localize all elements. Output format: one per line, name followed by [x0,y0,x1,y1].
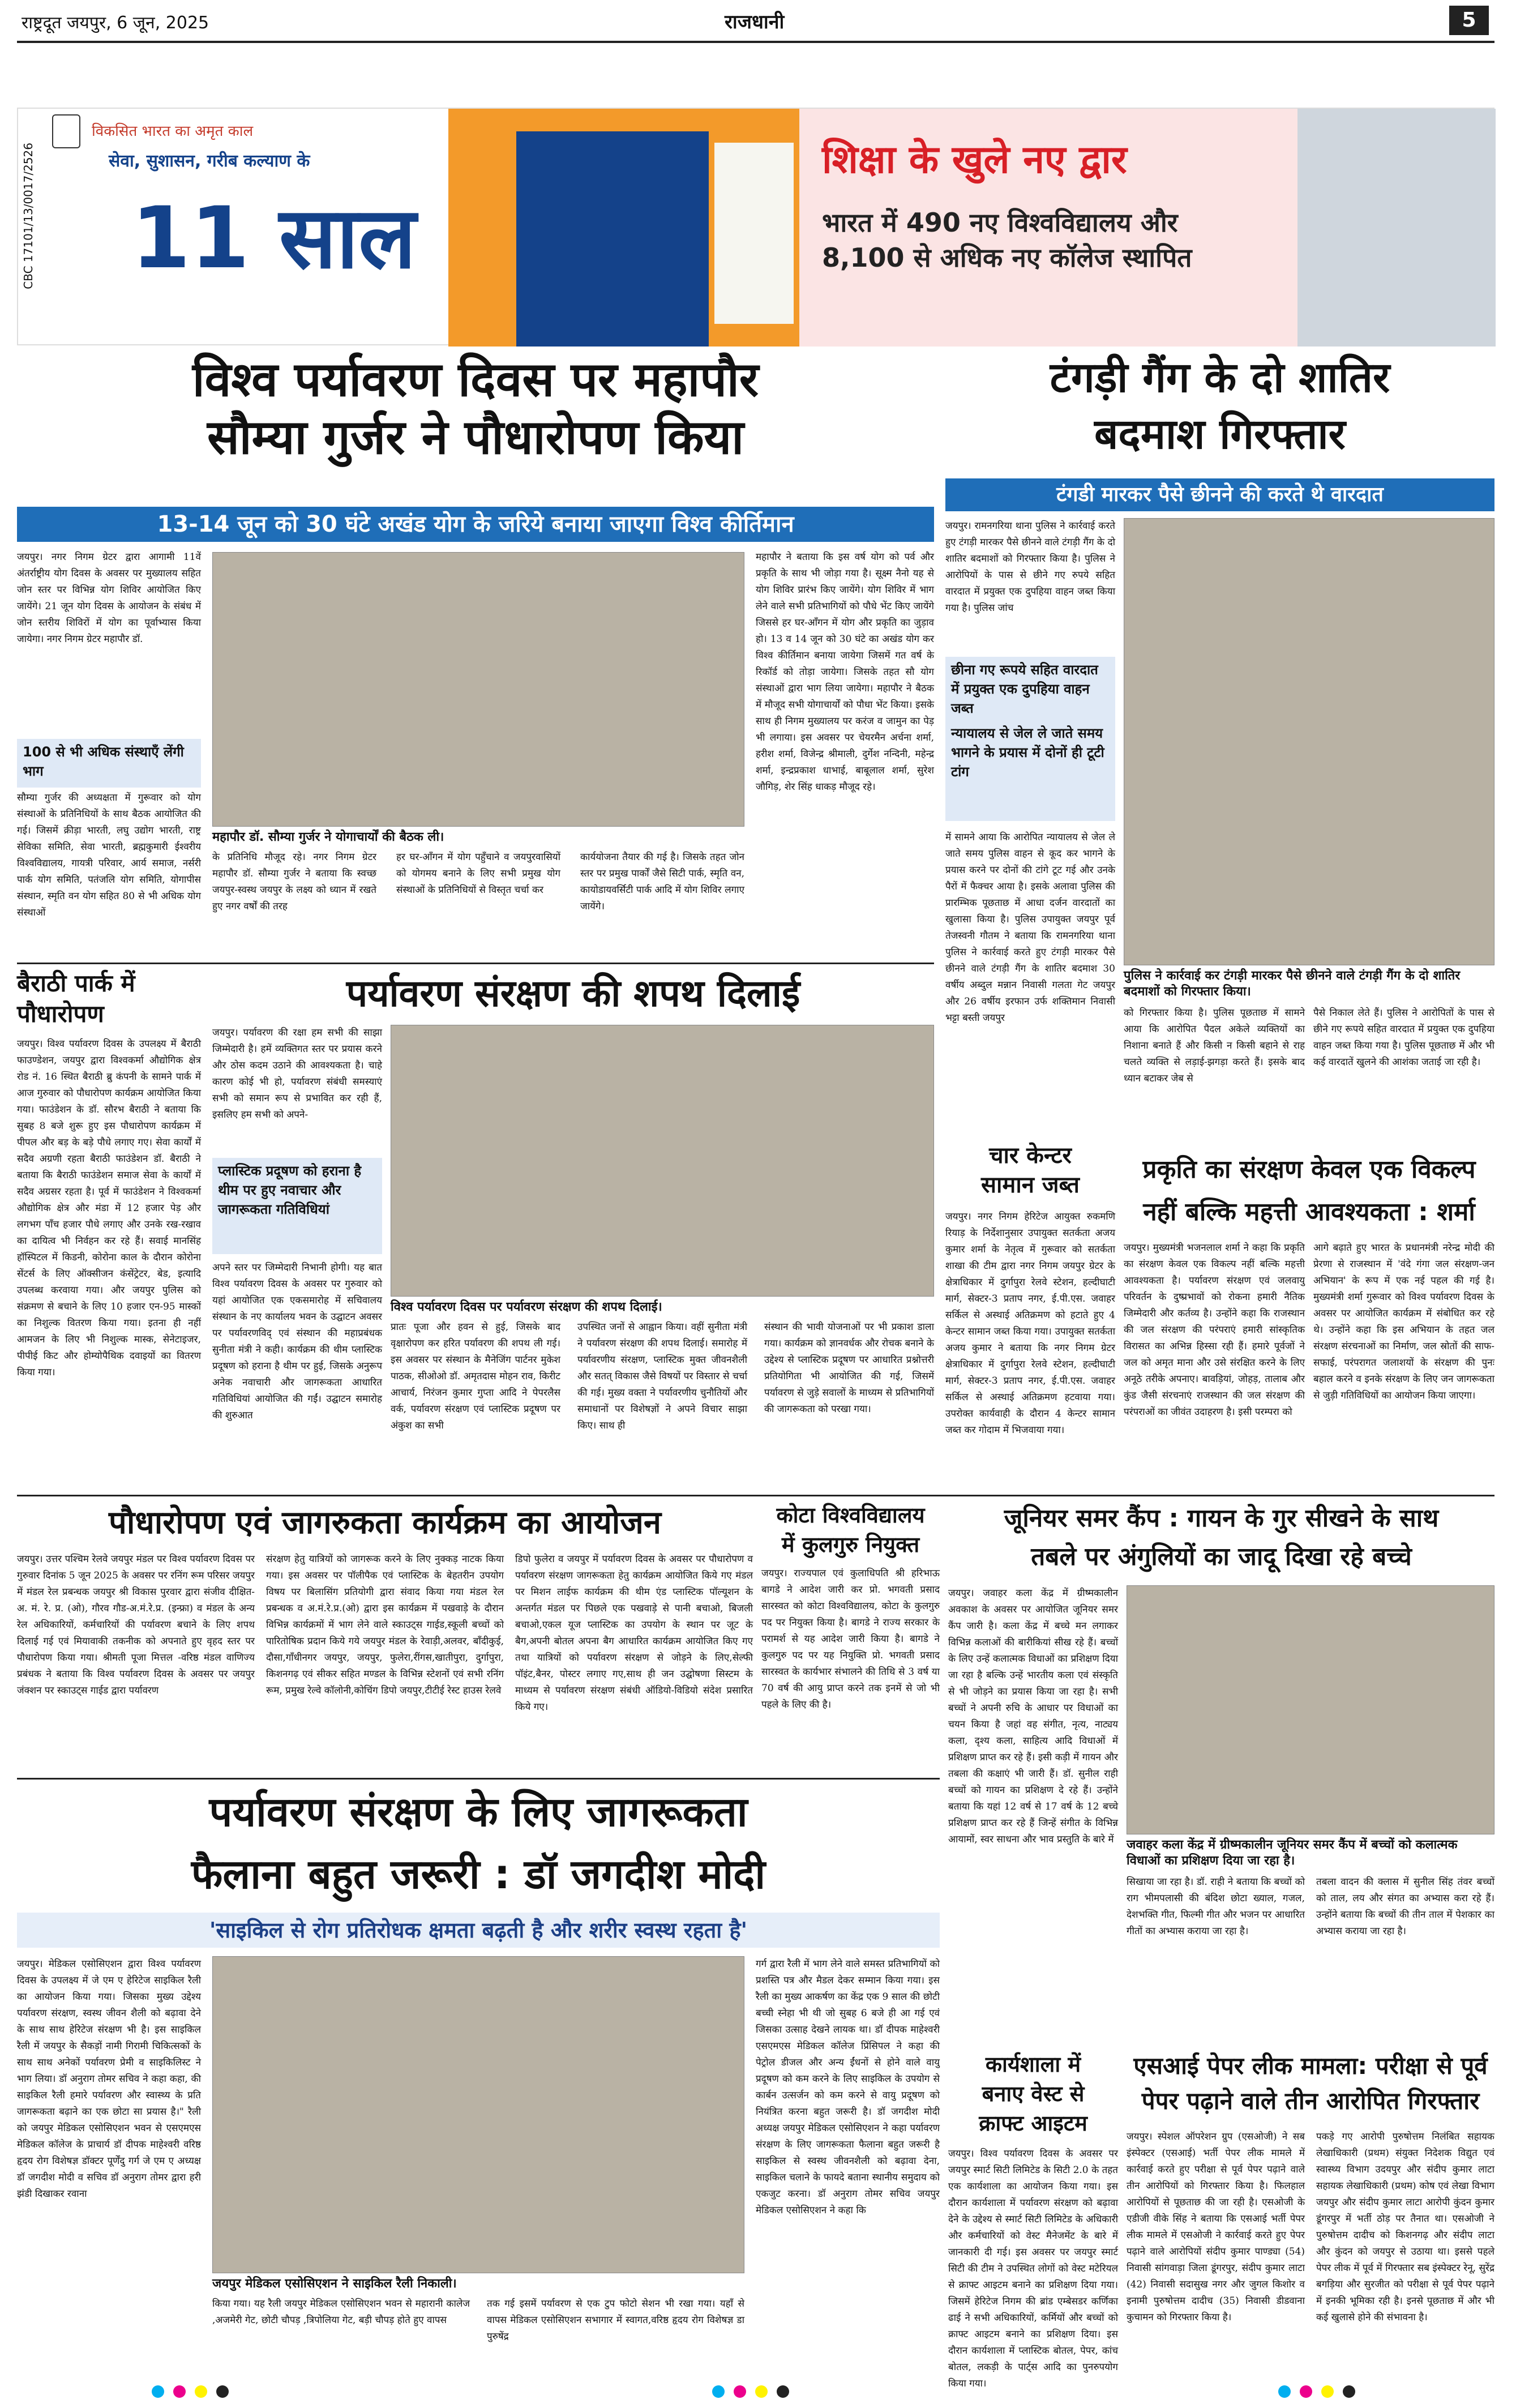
article-2-photo [1124,518,1494,965]
ad-portrait-photo [1297,109,1496,347]
article-1-headline-line-1: विश्व पर्यावरण दिवस पर महापौर [192,352,759,407]
article-6-col-1: जयपुर। मुख्यमंत्री भजनलाल शर्मा ने कहा कि प्रकृति का संरक्षण केवल एक विकल्प नहीं बल्कि महत्ती आवश्यकता है। पर्यावरण संरक्षण एवं जलवायु परिवर्तन के दुष्प्रभावों को रोकना हमारी नैतिक जिम्मेदारी और कर्तव्य है। उन्होंने कहा कि राजस्थान की जल संरक्षण की परंपराएं हमारी सांस्कृतिक विरासत का अभिन्न हिस्सा रही हैं। हमारे पूर्वजों ने जल को अमृत माना और उसे संरक्षित करने के लिए अनूठे तरीके अपनाए। बावड़ियां, जोहड़, तालाब और कुंड जैसी संरचनाएं राजस्थान की जल संरक्षण की परंपराओं का जीवंत उदाहरण है। इसी परम्परा को [1124,1242,1305,1418]
article-1-col-3: हर घर-आँगन में योग पहुँचाने व जयपुरवासियों को योगमय बनाने के लिए सभी प्रमुख योग संस्थाओं के प्रतिनिधियों से विस्तृत चर्चा कर [396,852,560,896]
ad-line-1: भारत में 490 नए विश्वविद्यालय और [822,207,1178,238]
article-3-headline-line-1: बैराठी पार्क में [17,969,135,997]
article-4-photo [391,1025,934,1297]
article-1-col-1: जयपुर। नगर निगम ग्रेटर द्वारा आगामी 11वें अंतर्राष्ट्रीय योग दिवस के अवसर पर मुख्यालय सहित जोन स्तर पर विभिन्न योग शिविर आयोजित किए जायेंगे। 21 जून योग दिवस के आयोजन के संबंध में जोन स्तरीय शिविरों में योग का पूर्वाभ्यास किया जायेगा। नगर निगम ग्रेटर महापौर डॉ. [17,551,201,645]
divider [17,1778,940,1780]
article-3-headline-line-2: पौधारोपण [17,1000,104,1028]
article-2-col-2: को गिरफ्तार किया है। पुलिस पूछताछ में सामने आया कि आरोपित पैदल अकेले व्यक्तियों का निशाना बनाते हैं और किसी न किसी बहाने से राह चलते व्यक्ति से लड़ाई-झगड़ा करते हैं। इसके बाद ध्यान बटाकर जेब से [1124,1007,1305,1084]
article-11-headline-line-3: क्राफ्ट आइटम [979,2111,1087,2136]
article-1-caption: महापौर डॉ. सौम्या गुर्जर ने योगाचार्यों की बैठक ली। [212,830,444,844]
article-1-highlight: 100 से भी अधिक संस्थाएँ लेंगी भाग [17,739,201,788]
article-10-under-1: किया गया। यह रैली जयपुर मेडिकल एसोसिएशन भवन से महारानी कालेज ,अजमेरी गेट, छोटी चौपड़ ,त्रिपोलिया गेट, बड़ी चौपड़ होते हुए वापस [212,2298,470,2326]
article-9-col-3: तबला वादन की क्लास में सुनील सिंह तंवर बच्चों को ताल, लय और संगत का अभ्यास करा रहे हैं। उन्होंने बताया कि बच्चों की तीन ताल में पेशकार का अभ्यास कराया जा रहा है। [1316,1876,1494,1937]
article-12-headline-line-1: एसआई पेपर लीक मामला: परीक्षा से पूर्व [1133,2052,1488,2080]
ad-text-panel [799,109,1297,347]
emblem-icon [52,114,80,148]
article-7-headline: पौधारोपण एवं जागरुकता कार्यक्रम का आयोजन [109,1504,661,1541]
article-2-headline-line-2: बदमाश गिरफ्तार [1094,410,1346,459]
article-11-headline-line-2: बनाए वेस्ट से [982,2081,1085,2106]
article-4-caption: विश्व पर्यावरण दिवस पर पर्यावरण संरक्षण की शपथ दिलाई। [391,1300,662,1314]
article-4-col-3: उपस्थित जनों से आह्वान किया। वहीं सुनीता मंत्री ने पर्यावरण संरक्षण की शपथ दिलाई। समारोह में पर्यावरणीय संरक्षण, प्लास्टिक मुक्त जीवनशैली और सतत् विकास जैसे विषयों पर विस्तार से चर्चा की गई। मुख्य वक्ता ने पर्यावरणीय चुनौतियों और समाधानों पर विशेषज्ञों ने अपने विचार साझा किए। साथ ही [577,1321,747,1431]
registration-marks-right [1274,2385,1360,2402]
article-1-subheadline: 13-14 जून को 30 घंटे अखंड योग के जरिये बनाया जाएगा विश्व कीर्तिमान [17,507,934,542]
article-9-headline-line-2: तबले पर अंगुलियों का जादू दिखा रहे बच्चे [1031,1542,1412,1571]
article-6-headline-line-1: प्रकृति का संरक्षण केवल एक विकल्प [1142,1155,1476,1184]
article-10-under-2: तक गई इसमें पर्यावरण से एक टुप फोटो सेशन भी रखा गया। यहाँ से वापस मेडिकल एसोसिएशन सभागार में स्वागत,वरिष्ठ हृदय रोग विशेषज्ञ डा पुरुषेंद्र [487,2298,744,2342]
article-9-photo [1127,1585,1494,1834]
article-5-body: जयपुर। नगर निगम हेरिटेज आयुक्त रुकमणि रियाड़ के निर्देशानुसार उपायुक्त सतर्कता अजय कुमार शर्मा के नेतृत्व में गुरूवार को सतर्कता शाखा की टीम द्वारा नगर निगम जयपुर ग्रेटर के क्षेत्राधिकार में दुर्गापुरा रेलवे स्टेशन, हल्दीघाटी मार्ग, सेक्टर-3 प्रताप नगर, ई.पी.एस. जवाहर सर्किल से अस्थाई अतिक्रमण को हटाते हुए 4 केन्टर सामान जब्त किया गया। उपायुक्त सतर्कता अजय कुमार ने बताया कि नगर निगम ग्रेटर क्षेत्राधिकार में दुर्गापुरा रेलवे स्टेशन, हल्दीघाटी मार्ग, सेक्टर-3 प्रताप नगर, ई.पी.एस. जवाहर सर्किल से अस्थाई अतिक्रमण हटवाया गया। उपरोक्त कार्यवाही के दौरान 4 केन्टर सामान जब्त कर गोदाम में भिजवाया गया। [945,1211,1115,1436]
divider [17,1495,1494,1496]
article-2-highlights [945,657,1115,821]
article-4-col-2: प्रातः पूजा और हवन से हुई, जिसके बाद वृक्षारोपण कर हरित पर्यावरण की शपथ ली गई। इस अवसर पर संस्थान के मैनेजिंग पार्टनर मुकेश पाठक, सीओओ डॉ. अमृतदास मोहन राव, किरीट आचार्य, निरंजन कुमार गुप्ता आदि ने पेपरलैस वर्क, पर्यावरण संरक्षण एवं प्लास्टिक प्रदूषण पर अंकुश का सभी [391,1321,560,1431]
page-number: 5 [1449,6,1489,35]
article-9-headline-line-1: जूनियर समर कैंप : गायन के गुर सीखने के साथ [1004,1504,1439,1533]
registration-marks-left [147,2385,233,2402]
article-10-photo [212,1956,744,2273]
article-6-col-2: आगे बढ़ाते हुए भारत के प्रधानमंत्री नरेन्द्र मोदी की प्रेरणा से राजस्थान में 'वंदे गंगा जल संरक्षण-जन अभियान' के रूप में एक नई पहल की गई है। मुख्यमंत्री शर्मा गुरूवार को विश्व पर्यावरण दिवस के अवसर पर आयोजित कार्यक्रम में संबोधित कर रहे थे। उन्होंने कहा कि इस अभियान के तहत जल संरक्षण संरचनाओं का निर्माण, जल स्रोतों की साफ-सफाई, परंपरागत जलाशयों के संरक्षण की पुनः बहाल करने व इनके संरक्षण के लिए जन जागरूकता से जुड़ी गतिविधियों का आयोजन किया जाएगा। [1313,1242,1494,1401]
registration-marks-center [708,2385,794,2402]
book-cover [516,131,709,347]
article-7-col-1: जयपुर। उत्तर पश्चिम रेलवे जयपुर मंडल पर विश्व पर्यावरण दिवस पर गुरुवार दिनांक 5 जून 2025 के अवसर पर रनिंग रूम परिसर जयपुर में मंडल रेल प्रबन्धक जयपुर श्री विकास पुरवार द्वारा संजीव दीक्षित-अ. मं. रे. प्र. (ओ), गौरव गौड-अ.मं.रे.प्र. (इन्फ्रा) व मंडल के अन्य रेल अधिकारियों, कर्मचारियों की पर्यावरण बचाने के लिए शपथ दिलाई गई एवं मियावाकी तकनीक को अपनाते हुए वृहद स्तर पर पौधारोपण किया गया। श्रीमती पूजा मित्तल -वरिष्ठ मंडल वाणिज्य प्रबंधक ने बताया कि विश्व पर्यावरण दिवस के अवसर पर जयपुर जंक्शन पर स्काउट्स गाईड द्वारा पर्यावरण [17,1554,255,1696]
highlight-1: छीना गए रूपये सहित वारदात में प्रयुक्त एक दुपहिया वाहन जब्त [951,662,1098,716]
article-4-col-4: संस्थान की भावी योजनाओं पर भी प्रकाश डाला गया। कार्यक्रम को ज्ञानवर्धक और रोचक बनाने के उद्देश्य से प्लास्टिक प्रदूषण पर आधारित प्रश्नोत्तरी प्रतियोगिता भी आयोजित की गई, जिसमें पर्यावरण से जुड़े सवालों के माध्यम से प्रतिभागियों की जागरूकता को परखा गया। [764,1321,934,1415]
article-10-headline-line-2: फैलाना बहुत जरूरी : डॉ जगदीश मोदी [191,1850,766,1898]
ad-slogan: सेवा, सुशासन, गरीब कल्याण के [109,151,310,171]
article-4-highlight: प्लास्टिक प्रदूषण को हराना है थीम पर हुए नवाचार और जागरूकता गतिविधियां [212,1158,382,1254]
article-4-headline: पर्यावरण संरक्षण की शपथ दिलाई [346,972,800,1015]
book-pages [714,143,794,324]
article-10-col-2: गर्ग द्वारा रैली में भाग लेने वाले समस्त प्रतिभागियों को प्रशस्ति पत्र और मैडल देकर सम्मान किया गया। इस रैली का मुख्य आकर्षण का केंद्र एक 9 साल की छोटी बच्ची स्नेहा भी थी जो सुबह 6 बजे ही आ गई एवं जिसका उत्साह देखने लायक था। डॉ दीपक माहेश्वरी एसएमएस मेडिकल कॉलेज प्रिंसिपल ने कहा की पेट्रोल डीजल और अन्य ईंधनों से होने वाले वायु प्रदूषण को कम करने के लिए साइकिल के उपयोग से कार्बन उत्सर्जन को कम करने से वायु प्रदूषण को नियंत्रित करना बहुत जरूरी है। डॉ जगदीश मोदी अध्यक्ष जयपुर मेडिकल एसोसिएशन ने कहा पर्यावरण संरक्षण के लिए जागरूकता फैलाना बहुत जरूरी है साइकिल से स्वस्थ जीवनशैली को बढ़ावा देना, साइकिल चलाने के फायदे बताना स्थानीय समुदाय को एकजुट करना। डॉ अनुराग तोमर सचिव जयपुर मेडिकल एसोसिएशन ने कहा कि [756,1958,940,2216]
ad-line-2: 8,100 से अधिक नए कॉलेज स्थापित [822,242,1192,273]
article-8-headline-line-2: में कुलगुरु नियुक्त [781,1532,920,1557]
divider [17,963,934,964]
advertisement-banner [17,108,1494,345]
article-12-col-1: जयपुर। स्पेशल ऑपरेशन ग्रुप (एसओजी) ने सब इंस्पेक्टर (एसआई) भर्ती पेपर लीक मामले में कार्रवाई करते हुए परीक्षा से पूर्व पेपर पढ़ाने वाले तीन आरोपियों को गिरफ्तार किया है। फिलहाल आरोपियों से पूछताछ की जा रही है। एसओजी के एडीजी वीके सिंह ने बताया कि एसआई भर्ती पेपर लीक मामले में एसओजी ने कार्रवाई करते हुए पेपर पढ़ाने वाले आरोपियों संदीप कुमार पाण्ड्या (54) निवासी सांगवाड़ा जिला डूंगरपुर, संदीप कुमार लाटा (42) निवासी सदासुख नगर और जुगल किशोर व इनामी पुरुषोत्तम दादीच (35) निवासी डीडवाना कुचामन को गिरफ्तार किया है। [1127,2131,1305,2323]
ad-cbc-code: CBC 17101/13/0017/2526 [22,143,35,289]
ad-years: 11 साल [131,189,416,288]
article-4-col-1: जयपुर। पर्यावरण की रक्षा हम सभी की साझा जिम्मेदारी है। हमें व्यक्तिगत स्तर पर प्रयास करने और ठोस कदम उठाने की आवश्यकता है। चाहे कारण कोई भी हो, पर्यावरण संबंधी समस्याएं सभी को समान रूप से प्रभावित कर रही हैं, इसलिए हम सभी को अपने- [212,1027,382,1120]
section-name: राजधानी [725,11,785,33]
article-2-col-3: पैसे निकाल लेते हैं। पुलिस ने आरोपितों के पास से छीने गए रूपये सहित वारदात में प्रयुक्त एक दुपहिया वाहन जब्त किया गया है। पुलिस पूछताछ में और भी कई वारदातें खुलने की आशंका जताई जा रही है। [1313,1007,1494,1068]
article-2-caption: पुलिस ने कार्रवाई कर टंगड़ी मारकर पैसे छीनने वाले टंगड़ी गैंग के दो शातिर बदमाशों को गिरफ्तार किया। [1124,969,1461,999]
article-1-col-4: कार्ययोजना तैयार की गई है। जिसके तहत जोन स्तर पर प्रमुख पार्कों जैसे सिटी पार्क, स्मृति वन, कायोडायवर्सिटी पार्क आदि में योग शिविर लगाए जायेंगे। [580,852,744,912]
article-1-col-1b: सौम्या गुर्जर की अध्यक्षता में गुरूवार को योग संस्थाओं के प्रतिनिधियों के साथ बैठक आयोजित की गई। जिसमें क्रीड़ा भारती, लघु उद्योग भारती, राष्ट्र सेविका समिति, सेवा भारती, ब्रह्मकुमारी ईश्वरीय विश्वविद्यालय, गायत्री परिवार, आर्य समाज, नर्सरी पार्क योग समिति, पतंजलि योग समिति, योगापीस संस्थान, स्मृति वन योग सहित 80 से भी अधिक योग संस्थाओं [17,792,201,918]
ad-book-illustration [448,109,799,347]
article-12-col-2: पकड़े गए आरोपी पुरुषोत्तम निलंबित सहायक लेखाधिकारी (प्रथम) संयुक्त निदेशक विद्युत एवं स्वास्थ्य विभाग उदयपुर और संदीप कुमार लाटा सहायक लेखाधिकारी (प्रथम) कोष एवं लेखा विभाग जयपुर और संदीप कुमार लाटा आरोपी कुंदन कुमार डूंगरपुर में भर्ती ठोड़ पर तैनात था। एसओजी ने पुरुषोत्तम दादीच को किशनगढ़ और संदीप लाटा और कुंदन को जयपुर से उठाया था। इससे पहले पेपर लीक में पूर्व में गिरफ्तार सब इंस्पेक्टर रेनू, सुरेंद्र बगड़िया और सुरजीत को परीक्षा से पूर्व पेपर पढ़ाने में इनकी भूमिका रही है। इनसे पूछताछ में और भी कई खुलासे होने की संभावना है। [1316,2131,1494,2323]
ad-tagline: विकसित भारत का अमृत काल [92,123,254,140]
article-8-body: जयपुर। राज्यपाल एवं कुलाधिपति श्री हरिभाऊ बागडे ने आदेश जारी कर प्रो. भगवती प्रसाद सारस्वत को कोटा विश्वविद्यालय, कोटा के कुलगुरु पद पर नियुक्त किया है। बागडे ने राज्य सरकार के परामर्श से यह आदेश जारी किया है। बागडे ने कुलगुरु पद पर यह नियुक्ति प्रो. भगवती प्रसाद सारस्वत के कार्यभार संभालने की तिथि से 3 वर्ष या 70 वर्ष की आयु प्राप्त करने तक इनमें से जो भी पहले के लिए की है। [761,1568,940,1710]
ad-headline: शिक्षा के खुले नए द्वार [822,138,1127,182]
article-1-col-5: महापौर ने बताया कि इस वर्ष योग को पर्व और प्रकृति के साथ भी जोड़ा गया है। सूक्ष्म नैनो यह से योग शिविर प्रारंभ किए जायेंगे। योग शिविर में भाग लेने वाले सभी प्रतिभागियों को पौधे भेंट किए जायेंगे जिससे हर घर-आँगन में योग और प्रकृति का जुड़ाव हो। 13 व 14 जून को 30 घंटे का अखंड योग कर विश्व कीर्तिमान बनाया जायेगा जिसमें गत वर्ष के रिकॉर्ड को तोड़ा जायेगा। जिसके तहत सौ योग संस्थाओं द्वारा भाग लिया जायेगा। महापौर ने बैठक में मौजूद सभी योगाचार्यों को पौधा भेंट किया। इसके साथ ही निगम मुख्यालय पर करंज व जामुन का पेड़ भी लगाया। इस अवसर पर चेयरमैन अर्चना शर्मा, हरीश शर्मा, विजेन्द्र श्रीमाली, दुर्गेश नन्दिनी, महेन्द्र शर्मा, इन्द्रप्रकाश धाभाई, बाबूलाल शर्मा, सुरेश जौगिड़, शेर सिंह धाकड़ मौजूद रहे। [756,551,934,793]
article-2-headline-line-1: टंगड़ी गैंग के दो शातिर [1050,353,1390,402]
article-12-headline-line-2: पेपर पढ़ाने वाले तीन आरोपित गिरफ्तार [1141,2087,1480,2115]
article-1-col-2: के प्रतिनिधि मौजूद रहे। नगर निगम ग्रेटर महापौर डॉ. सौम्या गुर्जर ने बताया कि स्वच्छ जयपुर-स्वस्थ जयपुर के लक्ष्य को ध्यान में रखते हुए नगर वर्षों की तरह [212,852,376,912]
article-7-col-2: संरक्षण हेतु यात्रियों को जागरूक करने के लिए नुक्कड़ नाटक किया गया। इस अवसर पर पॉलीपैक एवं प्लास्टिक के बेहतरीन उपयोग विषय पर बिलासिंग प्रतियोगी द्वारा संवाद किया गया मंडल रेल प्रबन्धक व अ.मं.रे.प्र.(ओ) द्वारा इस कार्यक्रम में पखवाड़े के दौरान विभिन्न कार्यक्रमों में भाग लेने वाले स्काउट्स गाईड,स्कूली बच्चों को पारितोषिक प्रदान किये गये जयपुर मंडल के रेवाड़ी,अलवर, बाँदीकुई, दौसा,गाँधीनगर जयपुर, जयपुर, फुलेरा,रींगस,खातीपुरा, दुर्गापुरा, किशनगढ़ एवं सीकर सहित मण्डल के विभिन्न स्टेशनों एवं सभी रनिंग रूम, प्रमुख रेल्वे कॉलोनी,कोचिंग डिपो जयपुर,टीटीई रेस्ट हाउस रेलवे [266,1554,504,1696]
article-9-col-1: जयपुर। जवाहर कला केंद्र में ग्रीष्मकालीन अवकाश के अवसर पर आयोजित जूनियर समर कैंप जारी है। कला केंद्र में बच्चे मन लगाकर विभिन्न कलाओं की बारीकियां सीख रहे हैं। बच्चों के लिए उन्हें कलात्मक विधाओं का प्रशिक्षण दिया जा रहा है बल्कि उन्हें भारतीय कला एवं संस्कृति से भी जोड़ने का प्रयास किया जा रहा है। सभी बच्चों ने अपनी रुचि के आधार पर विधाओं का चयन किया है जहां वह संगीत, नृत्य, नाट्यय कला, दृश्य कला, साहित्य आदि विधाओं में प्रशिक्षण प्राप्त कर रहे हैं। इसी कड़ी में गायन और तबला की कक्षाएं भी जारी हैं। डॉ. सुनील राही बच्चों को गायन का प्रशिक्षण दे रहे हैं। उन्होंने बताया कि यहां 12 वर्ष से 17 वर्ष के 12 बच्चे प्रशिक्षण प्राप्त कर रहे हैं जिन्हें संगीत के विभिन्न आयामों, स्वर साधना और भाव प्रस्तुति के बारे में [948,1588,1118,1845]
article-4-col-1b: अपने स्तर पर जिम्मेदारी निभानी होगी। यह बात विश्व पर्यावरण दिवस के अवसर पर गुरुवार को यहां आयोजित एक एकसमारोह में सचिवालय संस्थान के नए कार्यालय भवन के उद्घाटन अवसर पर पर्यावरणविद् एवं संस्थान की महाप्रबंधक सुनीता मंत्री ने कही। कार्यक्रम की थीम प्लास्टिक प्रदूषण को हराना है थीम पर हुई, जिसके अनुरूप अनेक नवाचारी और जागरूकता आधारित गतिविधियां आयोजित की गईं। उद्घाटन समारोह की शुरुआत [212,1262,382,1421]
article-9-caption: जवाहर कला केंद्र में ग्रीष्मकालीन जूनियर समर कैंप में बच्चों को कलात्मक विधाओं का प्रशिक्षण दिया जा रहा है। [1127,1838,1458,1868]
article-11-headline-line-1: कार्यशाला में [985,2052,1081,2077]
article-5-headline-line-2: सामान जब्त [981,1172,1080,1198]
article-10-headline-line-1: पर्यावरण संरक्षण के लिए जागरूकता [209,1788,748,1836]
article-9-col-2: सिखाया जा रहा है। डॉ. राही ने बताया कि बच्चों को राग भीमपलासी की बंदिश छोटा ख्याल, गजल, देशभक्ति गीत, फिल्मी गीत और भजन पर आधारित गीतों का अभ्यास कराया जा रहा है। [1127,1876,1305,1937]
folio-date: राष्ट्रदूत जयपुर, 6 जून, 2025 [22,13,209,33]
highlight-2: न्यायालय से जेल ले जाते समय भागने के प्रयास में दोनों ही टूटी टांग [951,725,1104,780]
article-2-subheadline: टंगडी मारकर पैसे छीनने की करते थे वारदात [945,478,1494,511]
article-10-subheadline: 'साइकिल से रोग प्रतिरोधक क्षमता बढ़ती है और शरीर स्वस्थ रहता है' [17,1913,940,1948]
article-10-col-1: जयपुर। मेडिकल एसोसिएशन द्वारा विश्व पर्यावरण दिवस के उपलक्ष्य में जे एम ए हेरिटेज साइकिल रैली का आयोजन किया गया। जिसका मुख्य उद्देश्य पर्यावरण संरक्षण, स्वस्थ जीवन शैली को बढ़ावा देने के साथ साथ हेरिटेज संरक्षण भी है। इस साइकिल रैली में जयपुर के सैकड़ों नामी गिरामी चिकित्सकों के साथ साथ अनेकों पर्यावरण प्रेमी व साइकिलिस्ट ने भाग लिया। डॉ अनुराग तोमर सचिव ने कहा कहा, की साइकिल रैली हमारे पर्यावरण और स्वास्थ्य के प्रति जागरूकता बढ़ाने का एक छोटा सा प्रयास है।" रैली को जयपुर मेडिकल एसोसिएशन भवन से एसएमएस मेडिकल कॉलेज के प्राचार्य डॉ दीपक माहेश्वरी वरिष्ठ हृदय रोग विशेषज्ञ डॉक्टर पूर्णेंदु गर्ग जे एम ए अध्यक्ष डॉ जगदीश मोदी व सचिव डॉ अनुराग तोमर द्वारा हरी झंडी दिखाकर रवाना [17,1958,201,2200]
article-10-caption: जयपुर मेडिकल एसोसिएशन ने साइकिल रैली निकाली। [212,2277,457,2291]
article-6-headline-line-2: नहीं बल्कि महत्ती आवश्यकता : शर्मा [1143,1197,1475,1226]
article-3-body: जयपुर। विश्व पर्यावरण दिवस के उपलक्ष्य में बैराठी फाउण्डेशन, जयपुर द्वारा विश्वकर्मा औद्योगिक क्षेत्र रोड नं. 16 स्थित बैराठी ब्रु कंपनी के सामने पार्क में आज गुरुवार को पौधारोपण कार्यक्रम आयोजित किया गया। फाउंडेशन के डॉ. सौरभ बैराठी ने बताया कि सुबह 8 बजे शुरू हुए इस पौधारोपण कार्यक्रम में पीपल और बड़ के बड़े पौधे लगाए गए। सेवा कार्यों में सदैव अग्रणी रहता बैराठी फाउंडेशन डॉ. बैराठी ने बताया कि बैराठी फाउंडेशन समाज सेवा के कार्यों में सदैव अग्रसर रहता है। पूर्व में फाउंडेशन ने विश्वकर्मा औद्योगिक क्षेत्र और मंडा में 12 हजार पेड़ और लगभग पाँच हजार पौधे लगाए और उनके रख-रखाव का दायित्व भी निर्वहन कर रहे हैं। सवाई मानसिंह हॉस्पिटल में किडनी, कोरोना काल के दौरान कोरोना सेंटर्स के लिए ऑक्सीजन कंसेंट्रेटर, बेड, इत्यादि उपलब्ध करवाया गया। और जयपुर पुलिस को संक्रमण से बचाने के लिए 10 हजार एन-95 मास्कों का निशुल्क वितरण किया गया। इतना ही नहीं आमजन के लिए भी निशुल्क मास्क, सेनेटाइजर, पीपीई किट और होम्योपैथिक दवाइयों का वितरण किया गया। [17,1038,201,1378]
article-7-col-3: डिपो फुलेरा व जयपुर में पर्यावरण दिवस के अवसर पर पौधारोपण व पर्यावरण संरक्षण जागरूकता हेतु कार्यक्रम आयोजित किये गए मंडल पर मिशन लाईफ कार्यक्रम की थीम एंड प्लास्टिक पॉल्यूशन के अन्तर्गत मंडल पर पिछले एक पखवाड़े से पानी बचाओ, बिजली बचाओ,एकल यूज प्लास्टिक का उपयोग के स्थान पर जूट के बैग,अपनी बोतल अपना बैग आधारित कार्यक्रम आयोजित किए गए तथा यात्रियों को पर्यावरण संरक्षण से जोड़ने के लिए,सेल्फी पॉइंट,बैनर, पोस्टर लगाए गए,साथ ही जन उद्घोषणा सिस्टम के माध्यम से पर्यावरण संरक्षण संबंधी ऑडियो-विडियो संदेश प्रसारित किये गए। [515,1554,753,1713]
article-1-photo [212,552,744,827]
article-5-headline-line-1: चार केन्टर [989,1143,1072,1169]
article-11-body: जयपुर। विश्व पर्यावरण दिवस के अवसर पर जयपुर स्मार्ट सिटी लिमिटेड के सिटी 2.0 के तहत एक कार्यशाला का आयोजन किया गया। इस दौरान कार्यशाला में पर्यावरण संरक्षण को बढ़ावा देने के उद्देश्य से स्मार्ट सिटी लिमिटेड के अधिकारी और कर्मचारियों को वेस्ट मैनेजमेंट के बारे में जानकारी दी गई। इस अवसर पर जयपुर स्मार्ट सिटी की टीम ने उपस्थित लोगों को वेस्ट मटेरियल से क्राफ्ट आइटम बनाने का प्रशिक्षण दिया गया। जिसमें हेरिटेज निगम की ब्रांड एम्बेसडर कर्णिका ढाई ने सभी अधिकारियों, कर्मियों और बच्चों को क्राफ्ट आइटम बनाने का प्रशिक्षण दिया। इस दौरान कार्यशाला में प्लास्टिक बोतल, पेपर, कांच बोतल, लकड़ी के पार्ट्स आदि का पुनरुपयोग किया गया। [948,2148,1118,2389]
masthead-rule [17,41,1494,43]
article-2-col-1b: में सामने आया कि आरोपित न्यायालय से जेल ले जाते समय पुलिस वाहन से कूद कर भागने के प्रयास करने पर दोनों की टांगे टूट गई और उनके पैरों में फैक्चर आया है। इसके अलावा पुलिस की प्रारम्भिक पूछताछ में आधा दर्जन वारदातों का खुलासा किया है। पुलिस उपायुक्त जयपुर पूर्व तेजस्वनी गौतम ने बताया कि रामनगरिया थाना पुलिस ने कार्रवाई करते हुए टंगड़ी मारकर पैसे छीनने वाले टंगड़ी गैंग के शातिर बदमाश 30 वर्षीय अब्दुल मन्नान निवासी गलता गेट जयपुर और 26 वर्षीय इरफान उर्फ शक्तिमान निवासी भट्टा बस्ती जयपुर [945,832,1115,1024]
article-2-col-1: जयपुर। रामनगरिया थाना पुलिस ने कार्रवाई करते हुए टंगड़ी मारकर पैसे छीनने वाले टंगड़ी गैंग के दो शातिर बदमाशों को गिरफ्तार किया है। पुलिस ने आरोपियों के पास से छीने गए रुपये सहित वारदात में प्रयुक्त एक दुपहिया वाहन जब्त किया गया है। पुलिस जांच [945,520,1115,614]
article-8-headline-line-1: कोटा विश्वविद्यालय [776,1503,925,1528]
article-1-headline-line-2: सौम्या गुर्जर ने पौधारोपण किया [207,409,744,465]
